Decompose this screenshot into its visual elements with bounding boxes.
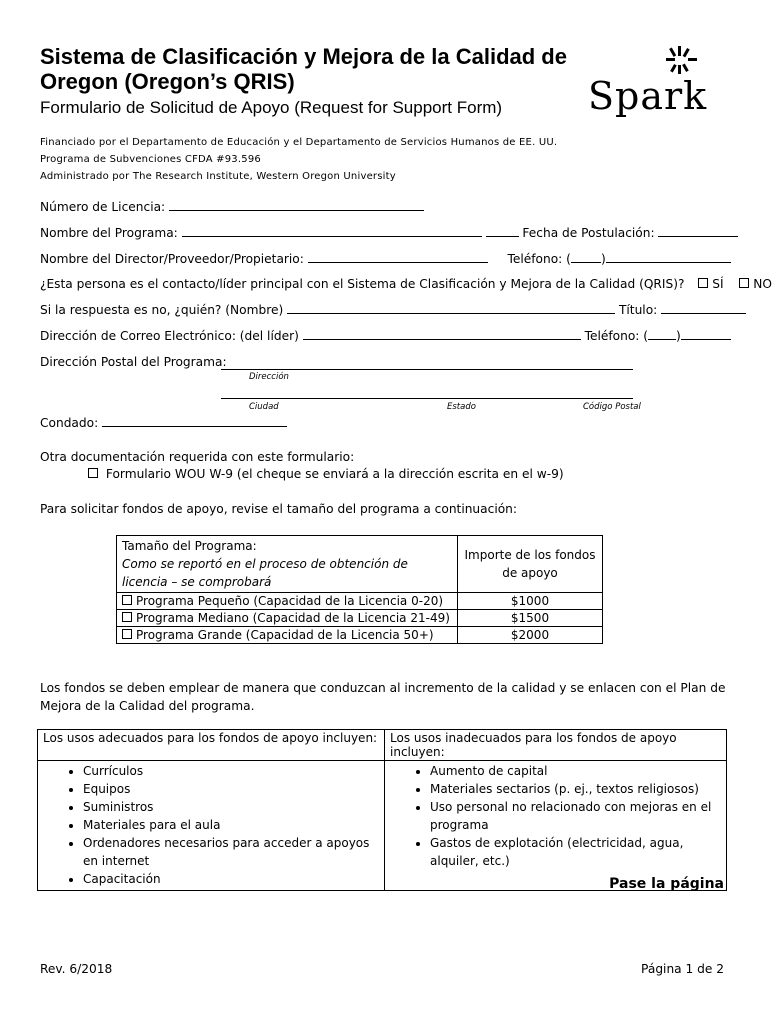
amount-header-cell: Importe de los fondos de apoyo [458, 536, 603, 593]
bad-uses-header: Los usos inadecuados para los fondos de apoyo incluyen: [385, 730, 727, 761]
program-name-extra [486, 226, 519, 237]
size-header-cell [117, 536, 458, 593]
address-caption: Dirección [249, 372, 289, 382]
license-input[interactable] [169, 200, 424, 211]
uses-table [37, 729, 727, 891]
w9-label: Formulario WOU W-9 (el cheque se enviará a la dirección escrita en el w-9) [105, 467, 564, 481]
city-caption: Ciudad [249, 402, 279, 412]
size-intro: Para solicitar fondos de apoyo, revise el tamaño del programa a continuación: [40, 502, 517, 516]
no-checkbox[interactable] [739, 278, 749, 288]
docs-intro: Otra documentación requerida con este formulario: [40, 450, 355, 464]
bad-uses-cell [385, 761, 727, 891]
list-item: • Gastos de explotación (electricidad, agua, alquiler, etc.) [430, 834, 721, 870]
phone2-area-input[interactable] [648, 329, 676, 340]
list-item: • Capacitación [83, 870, 379, 888]
phone2-input[interactable] [681, 329, 731, 340]
contact-question: ¿Esta persona es el contacto/líder principal con el Sistema de Clasificación y Mejora de la Calidad (QRIS)? [40, 277, 685, 291]
table-row [117, 593, 603, 610]
yes-label: SÍ [712, 277, 724, 291]
if-no-label: Si la respuesta es no, ¿quién? (Nombre) [40, 303, 284, 317]
uses-intro: Los fondos se deben emplear de manera que conduzcan al incremento de la calidad y se enlacen con el Plan de Mejora de la Calidad del programa. [40, 681, 726, 713]
medium-program-checkbox[interactable] [122, 612, 132, 622]
amount-value: $1500 [458, 610, 603, 627]
application-date-input[interactable] [658, 226, 738, 237]
program-name-label: Nombre del Programa: [40, 226, 178, 240]
list-item: • Suministros [83, 798, 379, 816]
yes-checkbox[interactable] [698, 278, 708, 288]
phone-area-input[interactable] [571, 252, 601, 263]
program-size-table [116, 535, 603, 644]
list-item: • Materiales para el aula [83, 816, 379, 834]
who-row [40, 303, 746, 317]
page-title: Sistema de Clasificación y Mejora de la Calidad de Oregon (Oregon’s QRIS) [40, 44, 567, 94]
who-name-input[interactable] [287, 303, 615, 314]
funding-line-2: Programa de Subvenciones CFDA #93.596 [40, 154, 261, 165]
director-label: Nombre del Director/Proveedor/Propietario: [40, 252, 304, 266]
amount-value: $2000 [458, 627, 603, 644]
city-state-zip-line[interactable] [221, 398, 633, 399]
list-item: • Aumento de capital [430, 762, 721, 780]
email-input[interactable] [303, 329, 581, 340]
small-program-checkbox[interactable] [122, 595, 132, 605]
good-uses-list [43, 762, 379, 888]
list-item: • Uso personal no relacionado con mejoras en el programa [430, 798, 721, 834]
spark-logo [588, 44, 723, 124]
director-input[interactable] [308, 252, 488, 263]
table-row [117, 610, 603, 627]
no-label: NO [753, 277, 772, 291]
title-input[interactable] [661, 303, 746, 314]
county-row [40, 416, 287, 430]
amount-value: $1000 [458, 593, 603, 610]
spark-wordmark: Spark [588, 74, 708, 118]
license-label: Número de Licencia: [40, 200, 166, 214]
state-caption: Estado [447, 402, 476, 412]
zip-caption: Código Postal [583, 402, 641, 412]
title-label: Título: [618, 303, 658, 317]
list-item: • Equipos [83, 780, 379, 798]
page-number: Página 1 de 2 [641, 962, 724, 976]
contact-row [40, 277, 772, 291]
size-header-note: Como se reportó en el proceso de obtención de licencia – se comprobará [122, 557, 408, 589]
turn-page-note: Pase la página [609, 876, 724, 892]
funding-info [40, 134, 557, 185]
funding-line-3: Administrado por The Research Institute, Western Oregon University [40, 171, 396, 182]
funding-line-1: Financiado por el Departamento de Educación y el Departamento de Servicios Humanos de EE. UU. [40, 137, 558, 148]
bad-uses-list [390, 762, 721, 870]
county-label: Condado: [40, 416, 99, 430]
application-date-label: Fecha de Postulación: [522, 226, 655, 240]
program-name-input[interactable] [182, 226, 482, 237]
list-item: • Materiales sectarios (p. ej., textos religiosos) [430, 780, 721, 798]
phone-input[interactable] [606, 252, 731, 263]
phone-label: Teléfono: [507, 252, 563, 266]
size-label: Programa Pequeño (Capacidad de la Licencia 0-20) [136, 594, 444, 608]
large-program-checkbox[interactable] [122, 629, 132, 639]
county-input[interactable] [102, 416, 287, 427]
table-row [117, 627, 603, 644]
page-subtitle: Formulario de Solicitud de Apoyo (Request for Support Form) [40, 98, 503, 117]
postal-label: Dirección Postal del Programa: [40, 355, 227, 369]
size-header-title: Tamaño del Programa: [122, 539, 257, 553]
list-item: • Currículos [83, 762, 379, 780]
director-row: Nombre del Director/Proveedor/Propietario: Teléfono: ( ) [40, 252, 731, 266]
good-uses-header: Los usos adecuados para los fondos de apoyo incluyen: [38, 730, 385, 761]
address-line[interactable] [221, 369, 633, 370]
w9-row [88, 467, 564, 481]
postal-row [40, 355, 227, 369]
license-row [40, 200, 424, 214]
size-label: Programa Grande (Capacidad de la Licencia 50+) [136, 628, 434, 642]
list-item: • Ordenadores necesarios para acceder a apoyos en internet [83, 834, 379, 870]
program-row [40, 226, 738, 240]
w9-checkbox[interactable] [88, 468, 98, 478]
phone2-label: Teléfono: [584, 329, 640, 343]
email-label: Dirección de Correo Electrónico: (del líder) [40, 329, 299, 343]
size-label: Programa Mediano (Capacidad de la Licencia 21-49) [136, 611, 450, 625]
good-uses-cell [38, 761, 385, 891]
email-row: Dirección de Correo Electrónico: (del líder) Teléfono: ( ) [40, 329, 731, 343]
revision-date: Rev. 6/2018 [40, 962, 113, 976]
